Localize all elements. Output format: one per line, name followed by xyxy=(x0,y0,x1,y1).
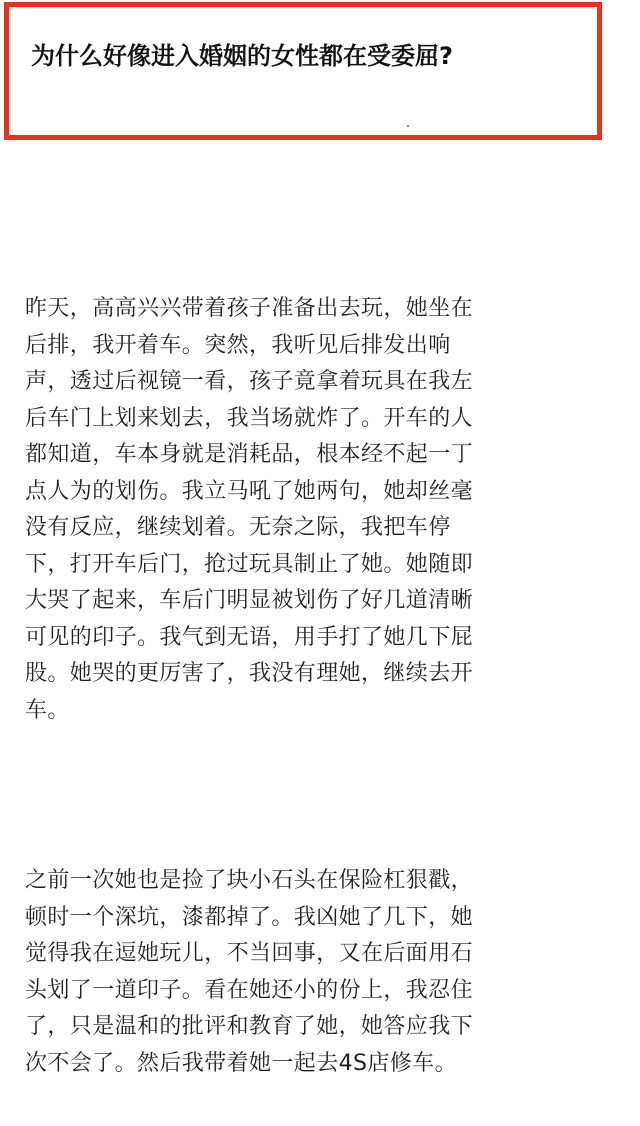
paragraph-line: 大哭了起来，车后门明显被划伤了好几道清晰 xyxy=(25,588,474,613)
paragraph-line: 之前一次她也是捡了块小石头在保险杠狠戳， xyxy=(25,868,474,893)
paragraph-line: 可见的印子。我气到无语，用手打了她几下屁 xyxy=(25,624,474,650)
article-paragraph-2 xyxy=(25,863,615,1082)
paragraph-line: 顿时一个深坑，漆都掉了。我凶她了几下，她 xyxy=(25,904,474,930)
paragraph-line: 点人为的划伤。我立马吼了她两句，她却丝毫 xyxy=(25,478,474,504)
paragraph-line: 股。她哭的更厉害了，我没有理她，继续去开 xyxy=(25,661,474,686)
article-title: 为什么好像进入婚姻的女性都在受委屈? xyxy=(31,42,453,70)
paragraph-line: 了，只是温和的批评和教育了她，她答应我下 xyxy=(25,1014,474,1039)
paragraph-line: 头划了一道印子。看在她还小的份上，我忍住 xyxy=(25,977,474,1003)
paragraph-line: 觉得我在逗她玩儿，不当回事，又在后面用石 xyxy=(25,941,474,966)
paragraph-line: 次不会了。然后我带着她一起去4S店修车。 xyxy=(25,1050,457,1076)
paragraph-line: 后车门上划来划去，我当场就炸了。开车的人 xyxy=(25,405,474,431)
paragraph-line: 后排，我开着车。突然，我听见后排发出响 xyxy=(25,332,451,358)
paragraph-line: 没有反应，继续划着。无奈之际，我把车停 xyxy=(25,515,451,540)
paragraph-line: 都知道，车本身就是消耗品，根本经不起一丁 xyxy=(25,442,474,467)
article-paragraph-1 xyxy=(25,291,615,729)
decorative-dot xyxy=(407,125,409,127)
title-box xyxy=(4,2,602,140)
paragraph-line: 昨天，高高兴兴带着孩子准备出去玩，她坐在 xyxy=(25,296,474,321)
paragraph-line: 下，打开车后门，抢过玩具制止了她。她随即 xyxy=(25,551,474,577)
paragraph-line: 声，透过后视镜一看，孩子竟拿着玩具在我左 xyxy=(25,369,474,394)
paragraph-line: 车。 xyxy=(25,697,70,723)
